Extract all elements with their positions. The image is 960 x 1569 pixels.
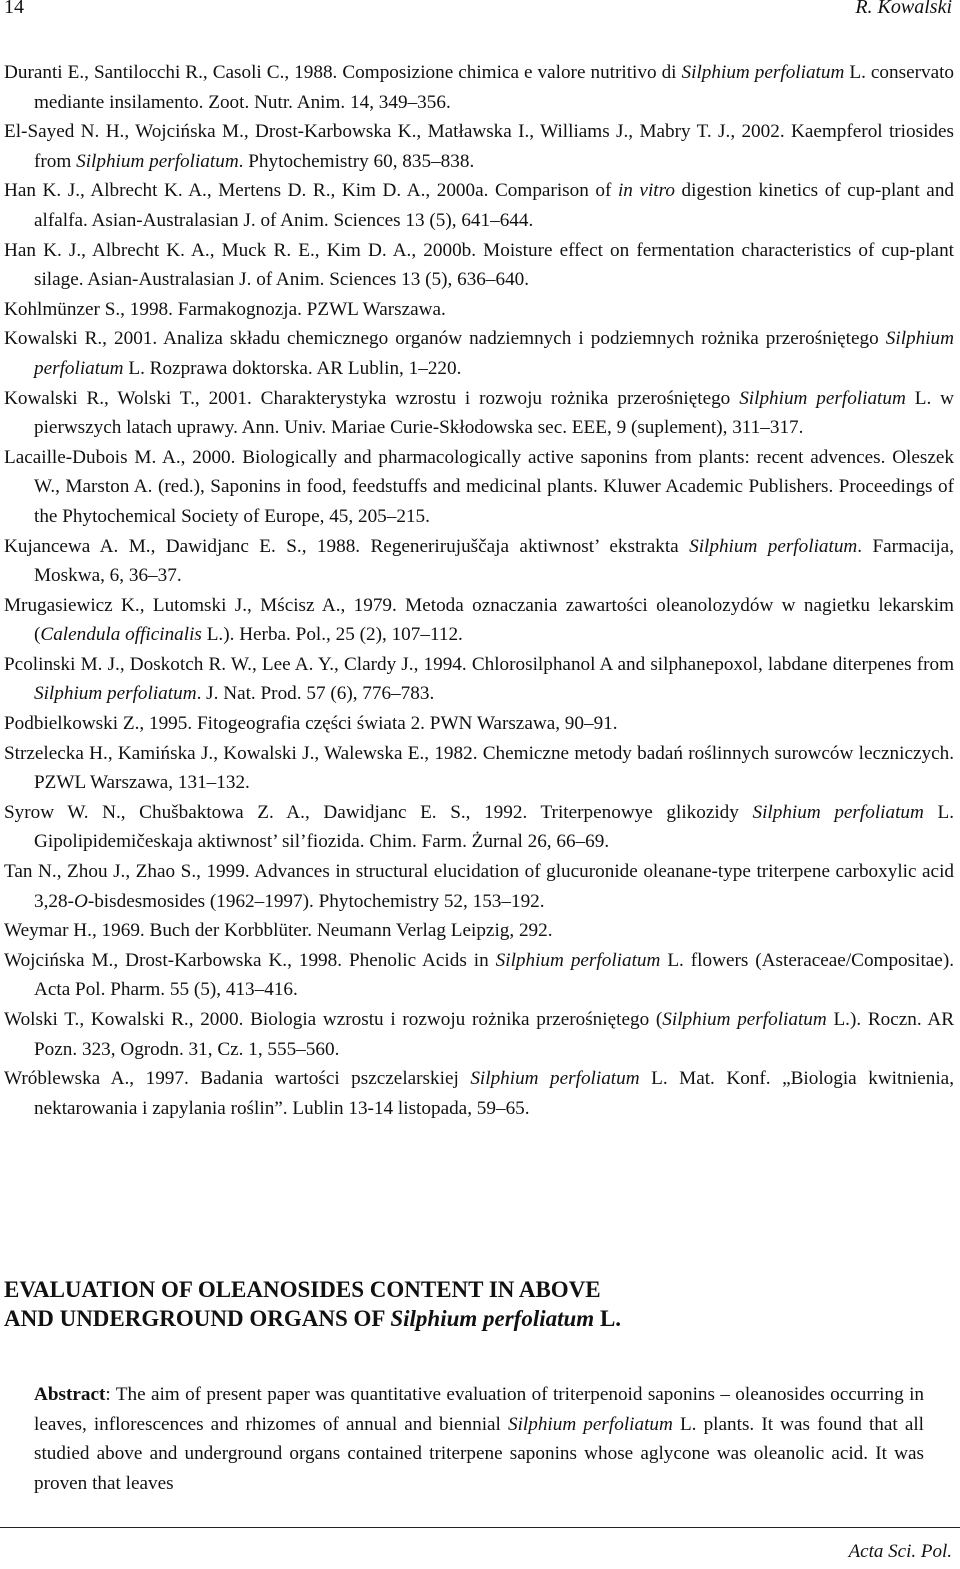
reference-text-end: L. w pierwszych latach uprawy. Ann. Univ. Mariae Curie-Skłodowska sec. EEE, 9 (suplement), 311–317.	[34, 387, 955, 439]
reference-italic: Calendula officinalis	[40, 624, 202, 646]
reference-item	[4, 798, 954, 857]
reference-text-end: L. flowers (Asteraceae/Compositae). Acta Pol. Pharm. 55 (5), 413–416.	[34, 949, 955, 1001]
reference-italic: Silphium perfoliatum	[689, 535, 858, 557]
abstract-label: Abstract	[34, 1384, 106, 1405]
reference-text-end: L.). Herba. Pol., 25 (2), 107–112.	[201, 624, 463, 646]
reference-italic: in vitro	[617, 180, 675, 202]
abstract	[34, 1380, 924, 1498]
reference-italic: Silphium perfoliatum	[681, 62, 845, 83]
reference-text: Duranti E., Santilocchi R., Casoli C., 1988. Composizione chimica e valore nutritivo di	[4, 62, 682, 83]
reference-text-end: digestion kinetics of cup-plant and alfalfa. Asian-Australasian J. of Anim. Sciences 13 (5), 641–644.	[34, 180, 955, 231]
reference-item	[4, 1064, 954, 1123]
reference-item	[4, 117, 954, 176]
reference-italic: Silphium perfoliatum	[470, 1068, 640, 1090]
journal-name: Acta Sci. Pol.	[848, 1541, 952, 1562]
reference-text: Kowalski R., 2001. Analiza składu chemicznego organów nadziemnych i podziemnych rożnika przerośniętego	[4, 328, 886, 350]
reference-text: Tan N., Zhou J., Zhao S., 1999. Advances in structural elucidation of glucuronide oleanane-type triterpene carboxylic acid 3,28-	[4, 861, 954, 912]
reference-text-end: . Phytochemistry 60, 835–838.	[238, 150, 475, 172]
reference-text: Lacaille-Dubois M. A., 2000. Biologically and pharmacologically active saponins from plants: recent advences. Oleszek W., Marston A. (red.), Saponins in food, feedstuffs and medicinal plants. Kluwer Academic Publishers. Proceedings of the Phytochemical Society of Europe, 45, 205–215.	[4, 446, 954, 527]
abstract-species: Silphium perfoliatum	[507, 1413, 673, 1435]
reference-item	[4, 532, 954, 591]
reference-text-end: -bisdesmosides (1962–1997). Phytochemistry 52, 153–192.	[87, 890, 545, 912]
reference-item	[4, 709, 954, 739]
title-species: Silphium perfoliatum	[390, 1306, 595, 1331]
reference-italic: Silphium perfoliatum	[34, 683, 197, 705]
reference-item	[4, 176, 954, 235]
reference-item	[4, 591, 954, 650]
reference-text: Mrugasiewicz K., Lutomski J., Mścisz A., 1979. Metoda oznaczania zawartości oleanolozydów w nagietku lekarskim (	[4, 594, 954, 646]
title-line-2	[4, 1304, 944, 1333]
reference-text: Weymar H., 1969. Buch der Korbblüter. Neumann Verlag Leipzig, 292.	[4, 920, 553, 942]
reference-text-end: L. Rozprawa doktorska. AR Lublin, 1–220.	[123, 357, 462, 379]
reference-item	[4, 236, 954, 295]
reference-item	[4, 857, 954, 916]
reference-italic: Silphium perfoliatum	[76, 150, 239, 172]
reference-text: Kowalski R., Wolski T., 2001. Charakterystyka wzrostu i rozwoju rożnika przerośniętego	[4, 387, 740, 409]
reference-item	[4, 324, 954, 383]
running-head: R. Kowalski	[855, 0, 952, 18]
abstract-text-start: : The aim of present paper was quantitative evaluation of triterpenoid saponins – oleanosides occurring in leaves, inflorescences and rhizomes of annual and biennial	[34, 1384, 924, 1435]
reference-list	[4, 58, 954, 1123]
reference-italic: Silphium perfoliatum	[739, 387, 906, 409]
reference-italic: Silphium perfoliatum	[495, 949, 661, 971]
reference-italic: O	[73, 890, 88, 912]
reference-text: Pcolinski M. J., Doskotch R. W., Lee A. Y., Clardy J., 1994. Chlorosilphanol A and silphanepoxol, labdane diterpenes from	[4, 653, 954, 675]
reference-italic: Silphium perfoliatum	[34, 328, 954, 379]
reference-text: Kujancewa A. M., Dawidjanc E. S., 1988. Regenerirujuščaja aktiwnost’ ekstrakta	[4, 535, 690, 557]
reference-text: Wojcińska M., Drost-Karbowska K., 1998. Phenolic Acids in	[4, 949, 496, 971]
reference-text-end: L. conservato mediante insilamento. Zoot. Nutr. Anim. 14, 349–356.	[34, 62, 955, 113]
article-title	[4, 1275, 944, 1333]
reference-item	[4, 58, 954, 117]
footer-rule	[0, 1527, 960, 1528]
reference-text: Strzelecka H., Kamińska J., Kowalski J., Walewska E., 1982. Chemiczne metody badań roślinnych surowców leczniczych. PZWL Warszawa, 131–132.	[4, 742, 954, 794]
reference-italic: Silphium perfoliatum	[752, 801, 924, 823]
reference-text: Wolski T., Kowalski R., 2000. Biologia wzrostu i rozwoju rożnika przerośniętego (	[4, 1009, 663, 1030]
reference-text-end: L. Mat. Konf. „Biologia kwitnienia, nektarowania i zapylania roślin”. Lublin 13-14 listopada, 59–65.	[34, 1068, 955, 1119]
reference-text: Podbielkowski Z., 1995. Fitogeografia części świata 2. PWN Warszawa, 90–91.	[4, 713, 618, 735]
reference-text-end: L. Gipolipidemičeskaja aktiwnost’ sil’fiozida. Chim. Farm. Żurnal 26, 66–69.	[34, 801, 954, 853]
reference-item	[4, 916, 954, 946]
reference-italic: Silphium perfoliatum	[662, 1009, 827, 1030]
reference-text: Kohlmünzer S., 1998. Farmakognozja. PZWL Warszawa.	[4, 298, 446, 320]
reference-item	[4, 946, 954, 1005]
reference-text-end: . Farmacija, Moskwa, 6, 36–37.	[34, 535, 955, 587]
reference-item	[4, 650, 954, 709]
title-line-2-end: L.	[594, 1306, 622, 1331]
reference-text: El-Sayed N. H., Wojcińska M., Drost-Karbowska K., Matławska I., Williams J., Mabry T. J., 2002. Kaempferol triosides from	[4, 121, 954, 172]
reference-text-end: . J. Nat. Prod. 57 (6), 776–783.	[196, 683, 435, 705]
title-line-1: EVALUATION OF OLEANOSIDES CONTENT IN ABOVE	[4, 1277, 601, 1302]
reference-item	[4, 1005, 954, 1064]
title-line-2-start: AND UNDERGROUND ORGANS OF	[4, 1306, 391, 1331]
reference-item	[4, 443, 954, 532]
reference-text: Han K. J., Albrecht K. A., Muck R. E., Kim D. A., 2000b. Moisture effect on fermentation characteristics of cup-plant silage. Asian-Australasian J. of Anim. Sciences 13 (5), 636–640.	[4, 239, 954, 291]
reference-item	[4, 295, 954, 325]
reference-text-end: L.). Roczn. AR Pozn. 323, Ogrodn. 31, Cz. 1, 555–560.	[34, 1009, 954, 1060]
reference-item	[4, 384, 954, 443]
reference-text: Han K. J., Albrecht K. A., Mertens D. R., Kim D. A., 2000a. Comparison of	[4, 180, 618, 202]
reference-text: Syrow W. N., Chušbaktowa Z. A., Dawidjanc E. S., 1992. Triterpenowye glikozidy	[4, 801, 753, 823]
page-number: 14	[4, 0, 24, 18]
reference-text: Wróblewska A., 1997. Badania wartości pszczelarskiej	[4, 1068, 471, 1090]
abstract-text-end: L. plants. It was found that all studied above and underground organs contained triterpene saponins whose aglycone was oleanolic acid. It was proven that leaves	[34, 1413, 924, 1494]
page-header	[4, 0, 952, 26]
reference-item	[4, 739, 954, 798]
